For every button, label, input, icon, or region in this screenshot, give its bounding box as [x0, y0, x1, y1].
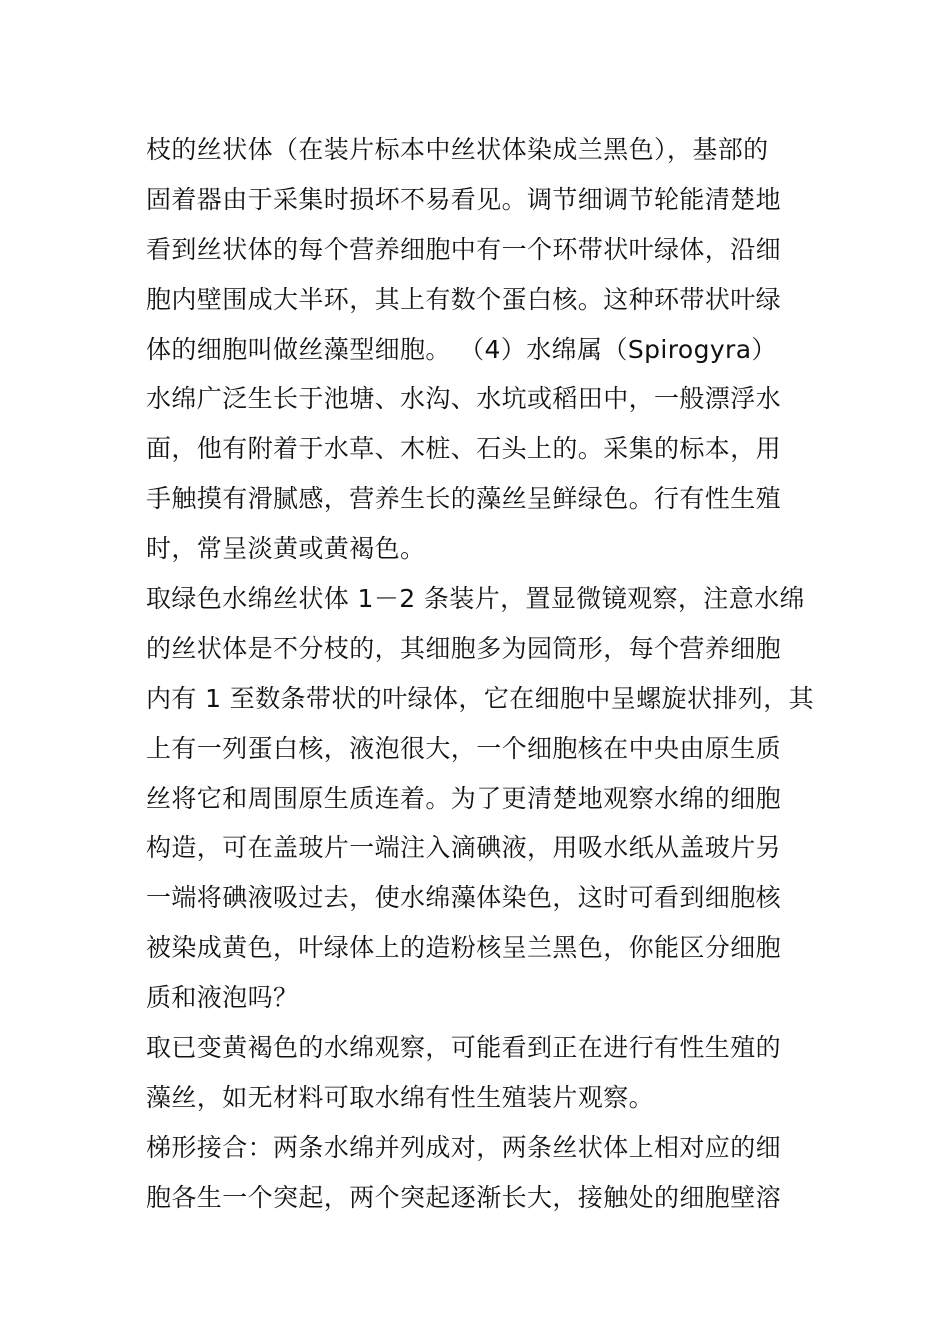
text-line: 一端将碘液吸过去，使水绵藻体染色，这时可看到细胞核: [146, 883, 782, 912]
text-line: 被染成黄色，叶绿体上的造粉核呈兰黑色，你能区分细胞: [146, 933, 782, 962]
text-line: 胞内壁围成大半环，其上有数个蛋白核。这种环带状叶绿: [146, 285, 782, 314]
text-line: 梯形接合：两条水绵并列成对，两条丝状体上相对应的细: [146, 1133, 782, 1162]
text-line: 面，他有附着于水草、木桩、石头上的。采集的标本，用: [146, 434, 782, 463]
text-line: 水绵广泛生长于池塘、水沟、水坑或稻田中，一般漂浮水: [146, 384, 782, 413]
text-line: 的丝状体是不分枝的，其细胞多为园筒形，每个营养细胞: [146, 634, 782, 663]
text-line: 丝将它和周围原生质连着。为了更清楚地观察水绵的细胞: [146, 784, 782, 813]
text-line: 构造，可在盖玻片一端注入滴碘液，用吸水纸从盖玻片另: [146, 833, 782, 862]
text-line: 取绿色水绵丝状体 1－2 条装片，置显微镜观察，注意水绵: [146, 584, 805, 613]
text-line: 内有 1 至数条带状的叶绿体，它在细胞中呈螺旋状排列，其: [146, 684, 815, 713]
text-line: 上有一列蛋白核，液泡很大，一个细胞核在中央由原生质: [146, 734, 782, 763]
text-line: 枝的丝状体（在装片标本中丝状体染成兰黑色），基部的: [146, 135, 769, 164]
text-line: 取已变黄褐色的水绵观察，可能看到正在进行有性生殖的: [146, 1033, 782, 1062]
text-line: 固着器由于采集时损坏不易看见。调节细调节轮能清楚地: [146, 185, 782, 214]
text-line: 体的细胞叫做丝藻型细胞。 （4）水绵属（Spirogyra）: [146, 335, 777, 364]
text-line: 质和液泡吗？: [146, 983, 299, 1012]
text-line: 手触摸有滑腻感，营养生长的藻丝呈鲜绿色。行有性生殖: [146, 484, 782, 513]
text-line: 看到丝状体的每个营养细胞中有一个环带状叶绿体，沿细: [146, 235, 782, 264]
text-line: 时，常呈淡黄或黄褐色。: [146, 534, 426, 563]
text-line: 藻丝，如无材料可取水绵有性生殖装片观察。: [146, 1083, 655, 1112]
text-line: 胞各生一个突起，两个突起逐渐长大，接触处的细胞壁溶: [146, 1183, 782, 1212]
